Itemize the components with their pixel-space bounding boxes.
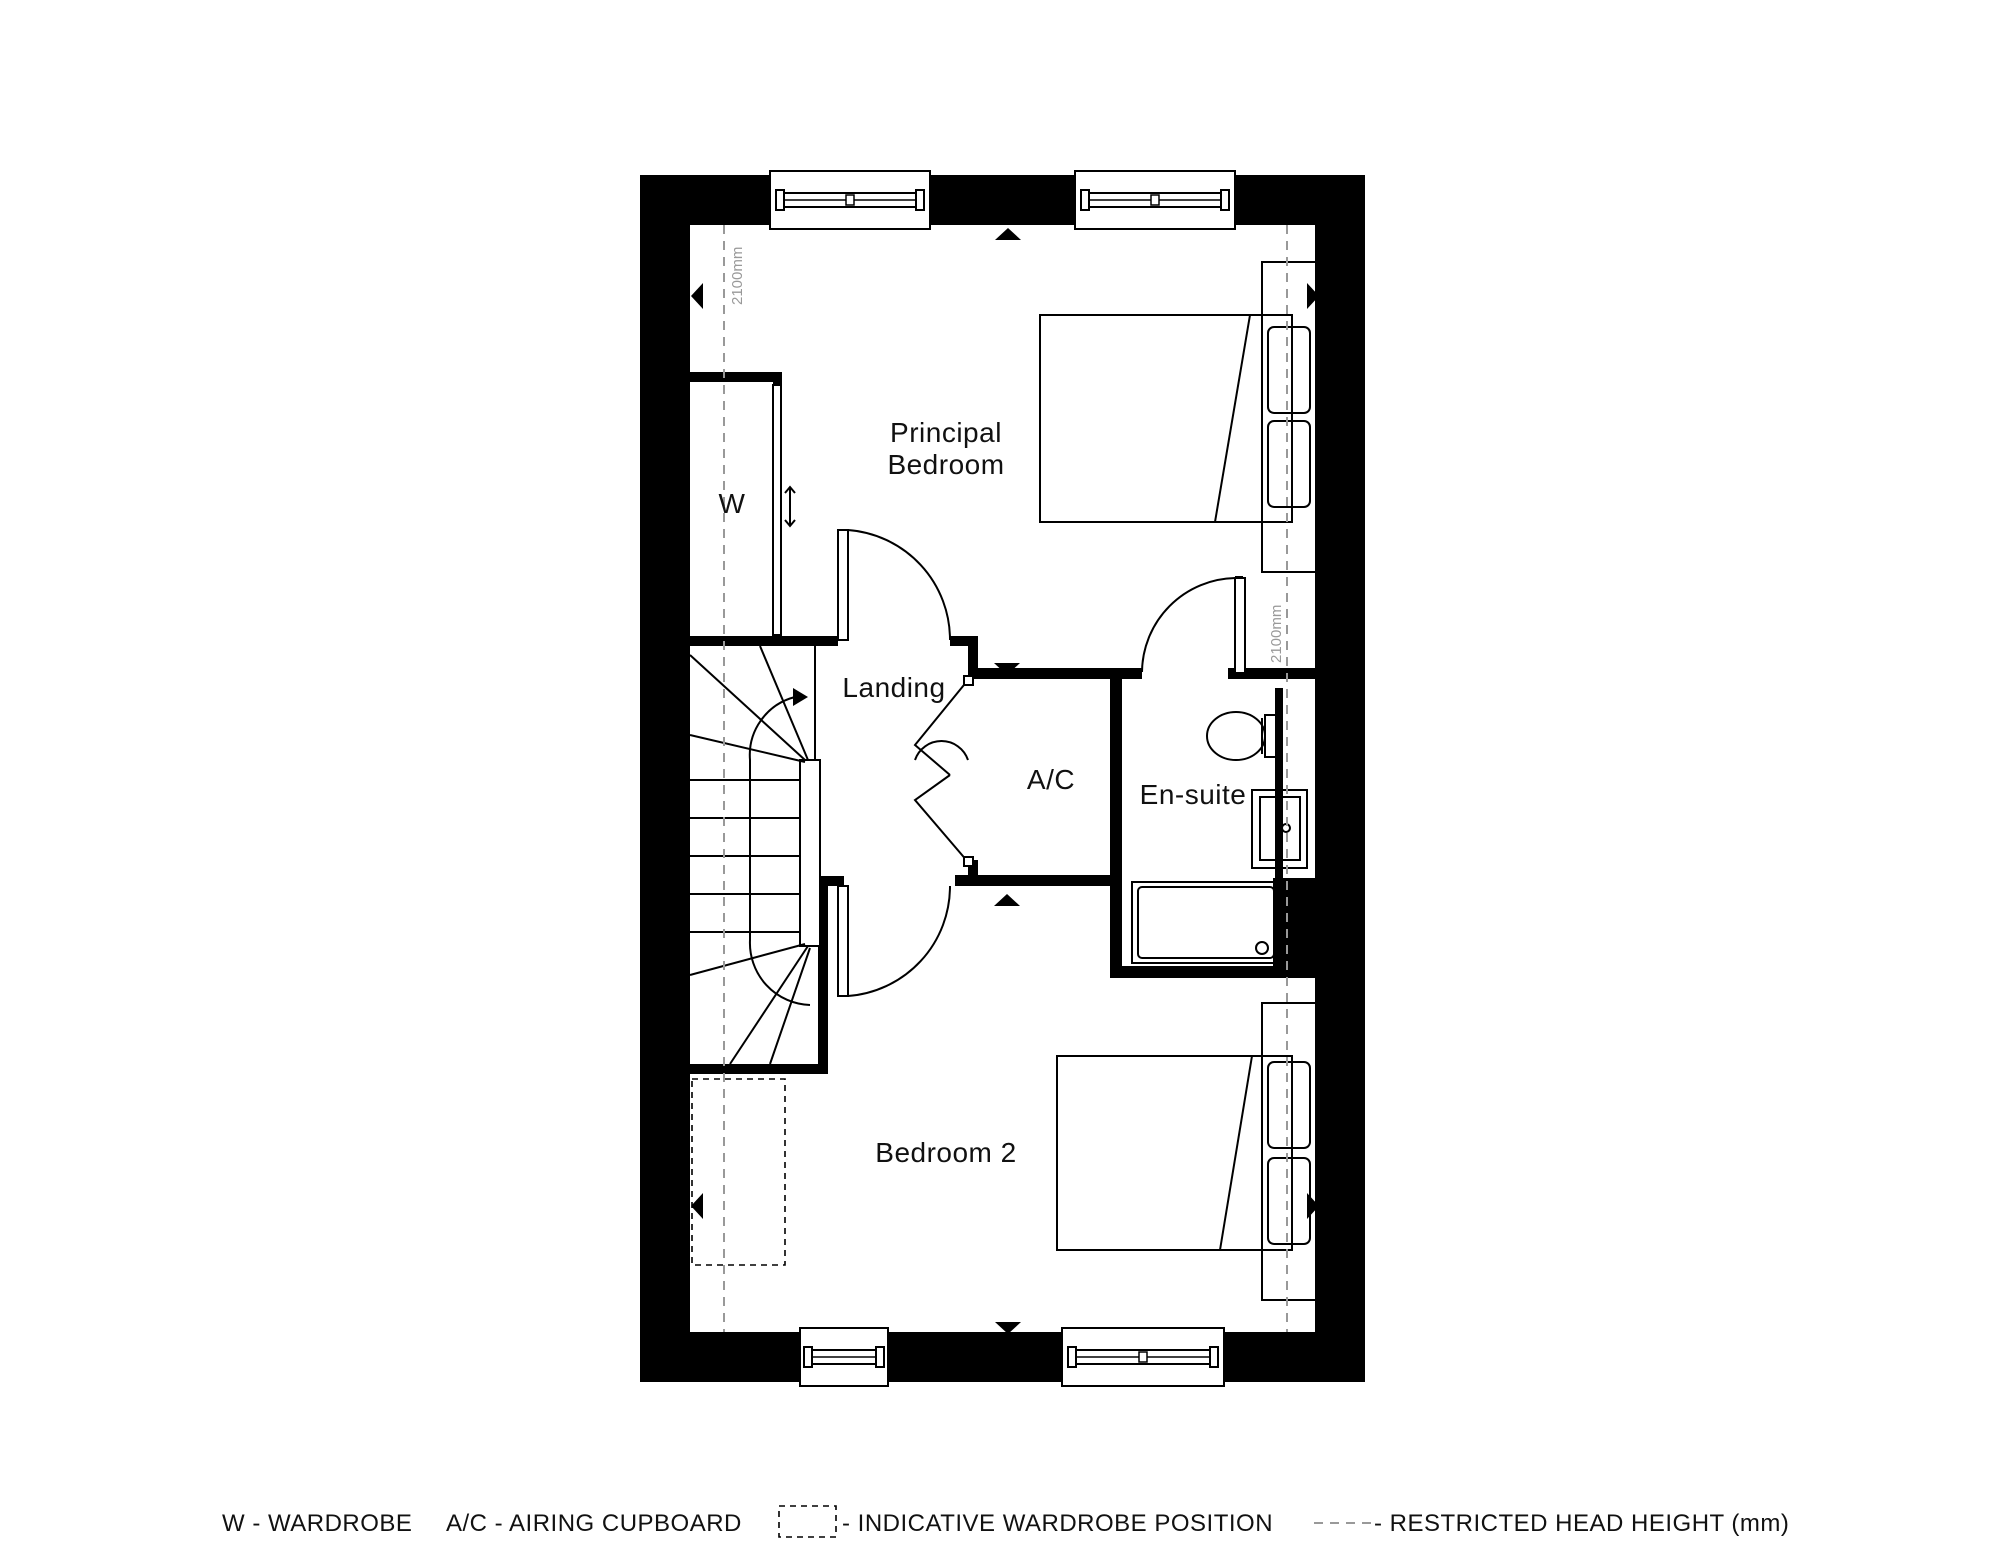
indicative-wardrobe (692, 1079, 785, 1265)
head-height-label-right: 2100mm (1268, 604, 1285, 663)
bed-second (1057, 1003, 1316, 1300)
legend-wardrobe: W - WARDROBE (222, 1510, 413, 1537)
legend-indicative-wardrobe: - INDICATIVE WARDROBE POSITION (842, 1510, 1274, 1537)
window-top-left (770, 171, 930, 229)
window-bottom-right (1062, 1328, 1224, 1386)
room-label-en-suite: En-suite (1139, 779, 1247, 810)
legend-indicative-wardrobe-icon (779, 1506, 836, 1537)
head-height-label-left: 2100mm (729, 246, 746, 305)
room-label-principal-2: Bedroom (887, 449, 1005, 480)
legend-restricted-head-height: - RESTRICTED HEAD HEIGHT (mm) (1374, 1510, 1790, 1537)
window-top-right (1075, 171, 1235, 229)
bed-principal (1040, 262, 1316, 572)
room-label-principal-1: Principal (890, 417, 1002, 448)
toilet (1207, 712, 1279, 760)
legend-airing-cupboard: A/C - AIRING CUPBOARD (446, 1510, 742, 1537)
legend (222, 1506, 1789, 1537)
outer-walls (640, 175, 1365, 1382)
room-label-airing-cupboard: A/C (1026, 764, 1076, 795)
room-label-landing: Landing (842, 672, 946, 703)
staircase (690, 646, 820, 1064)
bath (1132, 882, 1280, 963)
room-label-wardrobe: W (718, 488, 746, 519)
room-label-bedroom-2: Bedroom 2 (875, 1137, 1017, 1168)
window-bottom-left (800, 1328, 888, 1386)
